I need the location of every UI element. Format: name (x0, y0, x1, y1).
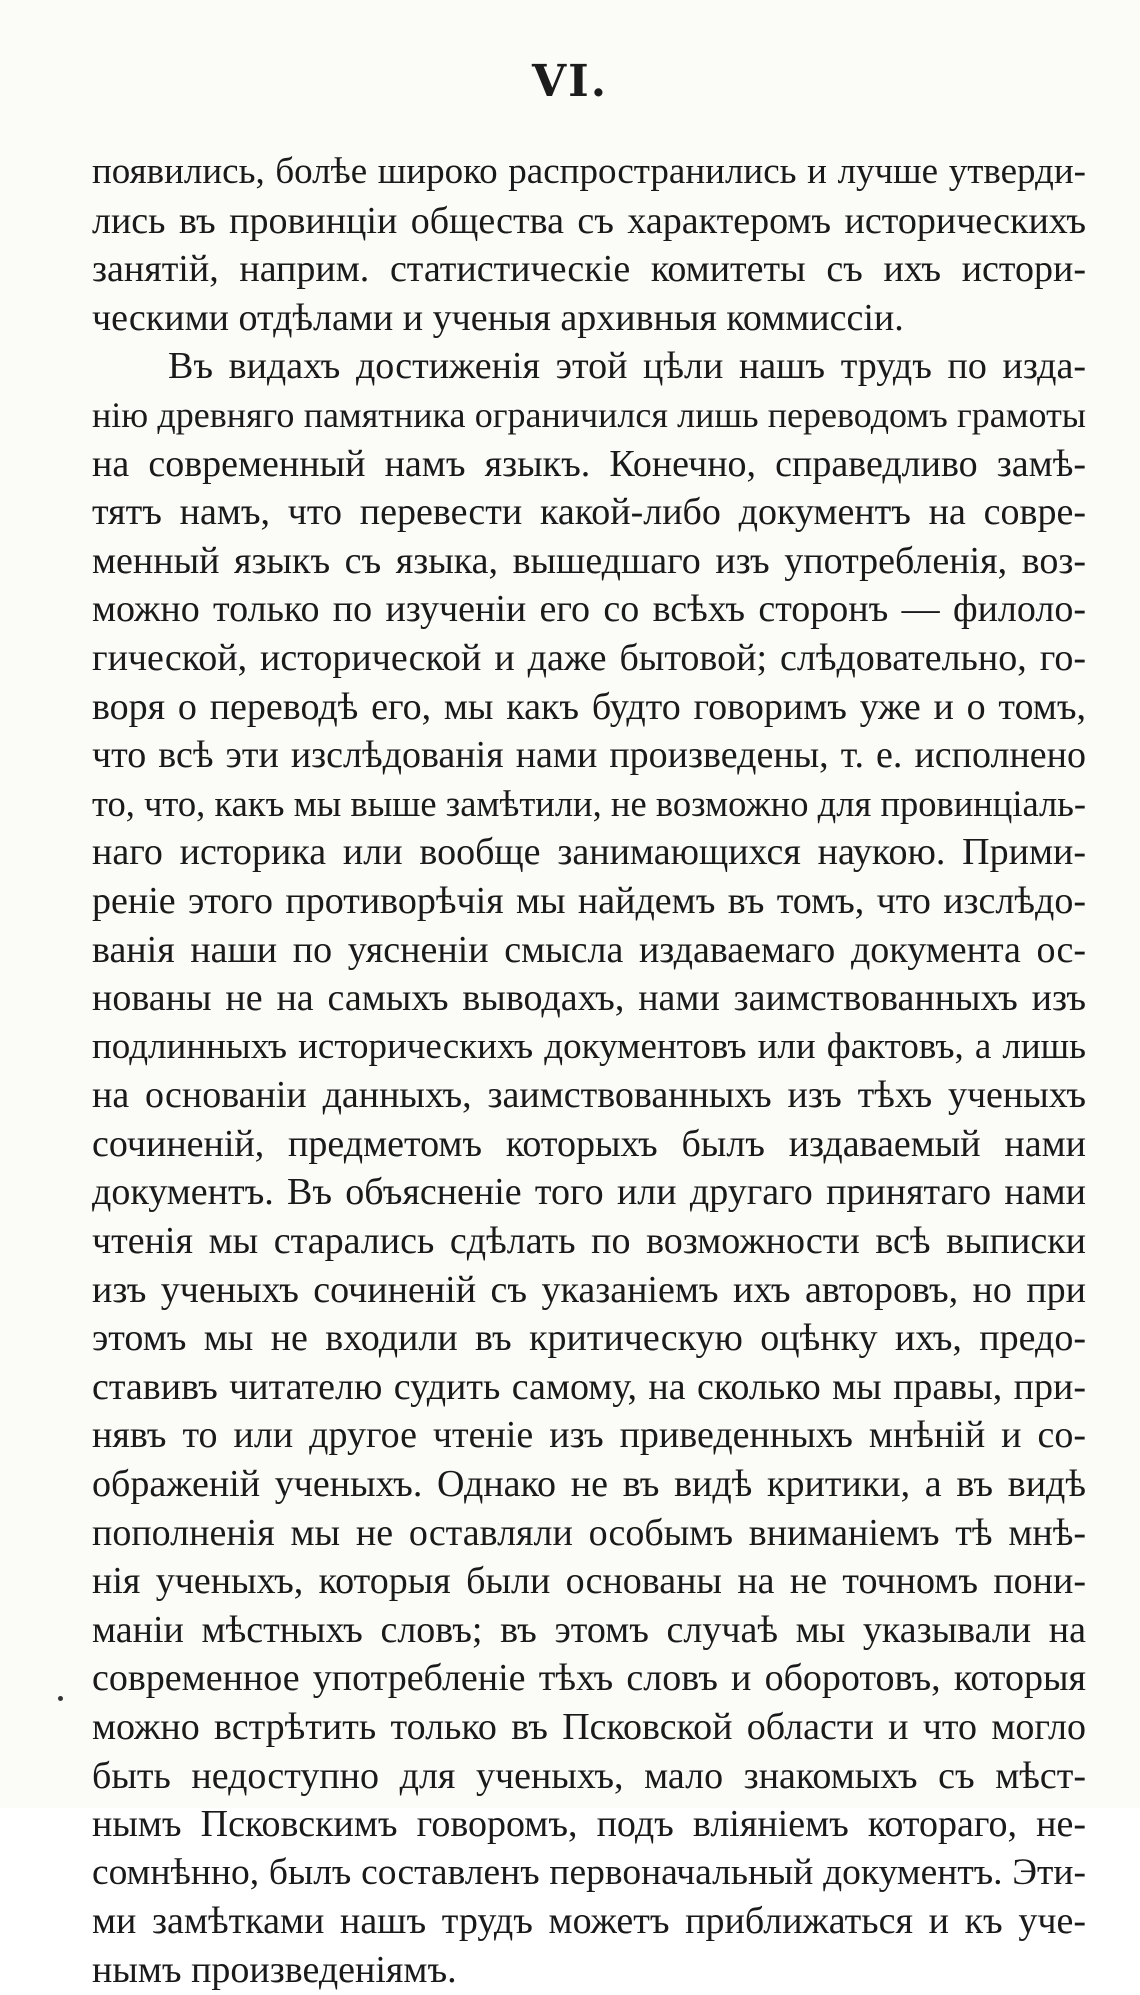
text-line: ческими отдѣлами и ученыя архивныя коммиссіи. (92, 296, 904, 339)
text-line: изъ ученыхъ сочиненій съ указаніемъ ихъ авторовъ, но при (92, 1268, 1086, 1311)
text-line: на основаніи данныхъ, заимствованныхъ изъ тѣхъ ученыхъ (92, 1074, 1086, 1117)
text-line: наго историка или вообще занимающихся наукою. Прими- (92, 831, 1086, 874)
text-line: можно встрѣтить только въ Псковской области и что могло (92, 1706, 1086, 1748)
text-line: современное употребленіе тѣхъ словъ и оборотовъ, которыя (92, 1657, 1086, 1700)
text-line: занятій, наприм. статистическіе комитеты съ ихъ истори- (92, 248, 1086, 291)
text-line: маніи мѣстныхъ словъ; въ этомъ случаѣ мы указывали на (92, 1608, 1086, 1651)
text-line: подлинныхъ историческихъ документовъ или фактовъ, а лишь (92, 1025, 1086, 1067)
page-number: VI. (531, 56, 609, 107)
paragraph-first-line: Въ видахъ достиженія этой цѣли нашъ трудъ по изда- (168, 345, 1086, 388)
text-line: гической, исторической и даже бытовой; слѣдовательно, го- (92, 636, 1086, 679)
text-line: сомнѣнно, былъ составленъ первоначальный документъ. Эти- (92, 1851, 1086, 1893)
text-line: появились, болѣе широко распространились и лучше утверди- (92, 151, 1086, 192)
text-line: ставивъ читателю судить самому, на сколько мы правы, при- (92, 1365, 1086, 1408)
body-text (92, 148, 1086, 1995)
text-line: нымъ Псковскимъ говоромъ, подъ вліяніемъ котораго, не- (92, 1803, 1086, 1846)
text-line: этомъ мы не входили въ критическую оцѣнку ихъ, предо- (92, 1317, 1086, 1360)
text-line: можно только по изученіи его со всѣхъ сторонъ — филоло- (92, 588, 1086, 631)
text-line: то, что, какъ мы выше замѣтили, не возможно для провинціаль- (92, 782, 1086, 824)
text-line: нявъ то или другое чтеніе изъ приведенныхъ мнѣній и со- (92, 1414, 1086, 1457)
text-line: на современный намъ языкъ. Конечно, справедливо замѣ- (92, 442, 1086, 485)
text-line: тятъ намъ, что перевести какой-либо документъ на совре- (92, 491, 1086, 534)
text-line: менный языкъ съ языка, вышедшаго изъ употребленія, воз- (92, 539, 1086, 582)
text-line: ображеній ученыхъ. Однако не въ видѣ критики, а въ видѣ (92, 1463, 1086, 1506)
text-line: реніе этого противорѣчія мы найдемъ въ томъ, что изслѣдо- (92, 879, 1086, 922)
text-line: ванія наши по уясненіи смысла издаваемаго документа ос- (92, 928, 1086, 971)
text-line: сочиненій, предметомъ которыхъ былъ издаваемый нами (92, 1122, 1086, 1165)
text-line: что всѣ эти изслѣдованія нами произведены, т. е. исполнено (92, 734, 1086, 777)
text-line: пополненія мы не оставляли особымъ вниманіемъ тѣ мнѣ- (92, 1511, 1086, 1554)
text-line: воря о переводѣ его, мы какъ будто говоримъ уже и о томъ, (92, 685, 1086, 728)
margin-mark (58, 1696, 63, 1701)
text-line: быть недоступно для ученыхъ, мало знакомыхъ съ мѣст- (92, 1754, 1086, 1797)
text-line: документъ. Въ объясненіе того или другаго принятаго нами (92, 1171, 1086, 1214)
text-line: лись въ провинціи общества съ характеромъ историческихъ (92, 199, 1086, 242)
text-line: нія ученыхъ, которыя были основаны на не точномъ пони- (92, 1560, 1086, 1603)
text-line: чтенія мы старались сдѣлать по возможности всѣ выписки (92, 1220, 1086, 1263)
text-line: ми замѣтками нашъ трудъ можетъ приближаться и къ уче- (92, 1900, 1086, 1943)
text-line: нымъ произведеніямъ. (92, 1948, 457, 1991)
text-line: нованы не на самыхъ выводахъ, нами заимствованныхъ изъ (92, 977, 1086, 1020)
text-line: нію древняго памятника ограничился лишь переводомъ грамоты (92, 394, 1086, 435)
